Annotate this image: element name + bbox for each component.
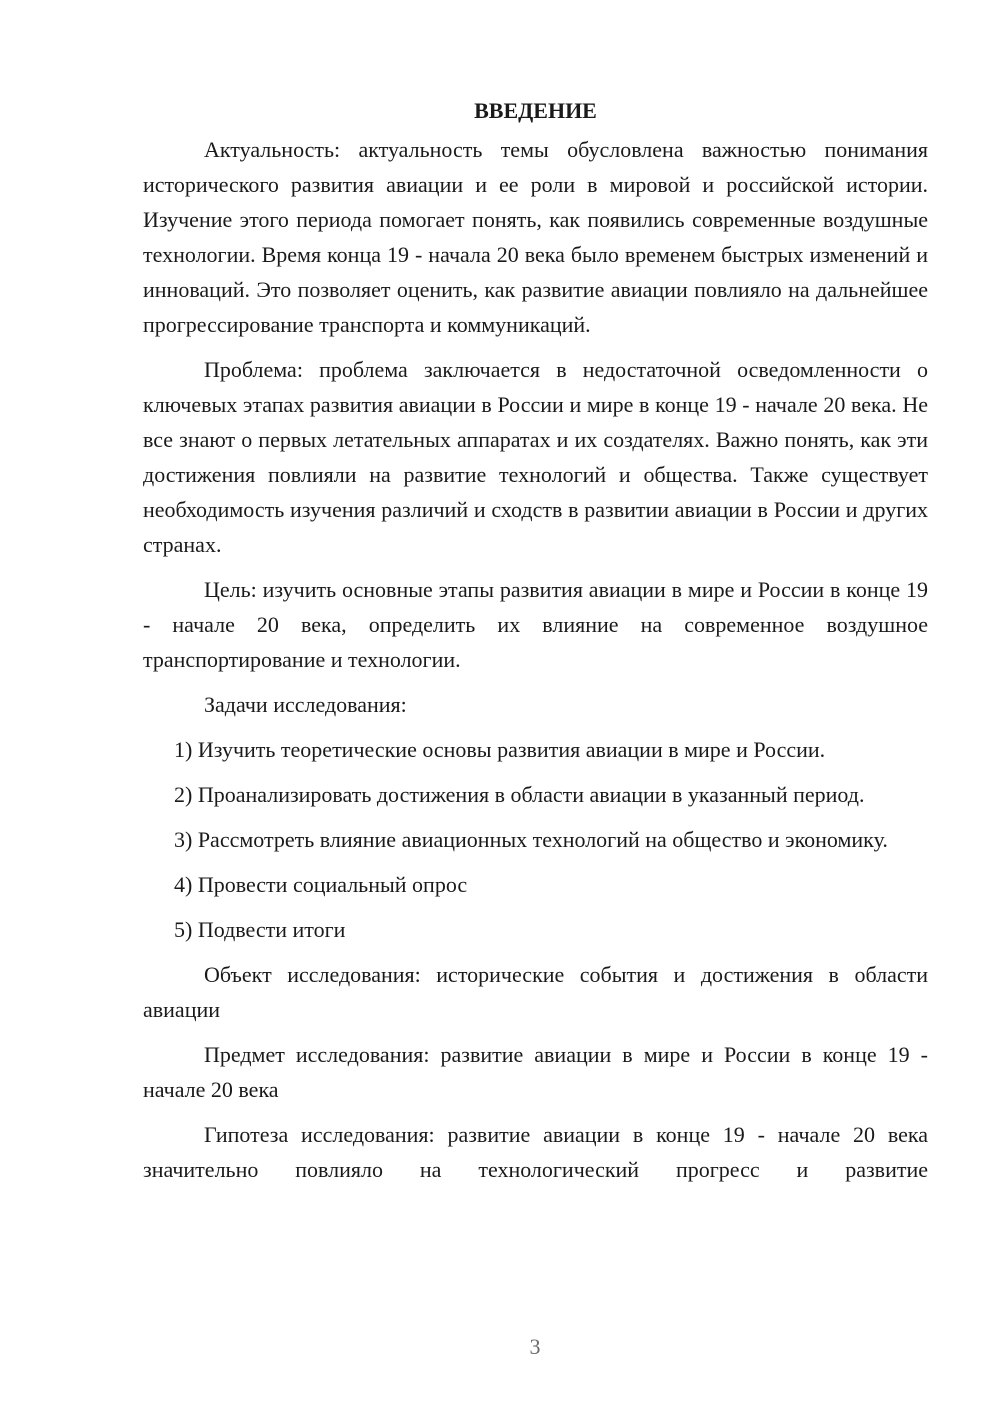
relevance-paragraph: Актуальность: актуальность темы обусловлена важностью понимания исторического развития авиации и ее роли в мировой и российской истории. Изучение этого периода помогает понять, как появились современные воздушные технологии. Время конца 19 - начала 20 века было временем быстрых изменений и инноваций. Это позволяет оценить, как развитие авиации повлияло на дальнейшее прогрессирование транспорта и коммуникаций. <box>143 137 928 337</box>
task-item-2: 2) Проанализировать достижения в области авиации в указанный период. <box>174 782 865 807</box>
task-item-4: 4) Провести социальный опрос <box>174 872 468 897</box>
object-paragraph: Объект исследования: исторические события и достижения в области авиации <box>143 962 928 1022</box>
hypothesis-paragraph: Гипотеза исследования: развитие авиации в конце 19 - начале 20 века значительно повлияло на технологический прогресс и развитие <box>143 1122 928 1182</box>
document-page <box>143 96 928 1187</box>
problem-paragraph: Проблема: проблема заключается в недостаточной осведомленности о ключевых этапах развития авиации в России и мире в конце 19 - начале 20 века. Не все знают о первых летательных аппаратах и их создателях. Важно понять, как эти достижения повлияли на развитие технологий и общества. Также существует необходимость изучения различий и сходств в развитии авиации в России и других странах. <box>143 357 928 557</box>
task-item-1: 1) Изучить теоретические основы развития авиации в мире и России. <box>174 737 826 762</box>
task-item-3: 3) Рассмотреть влияние авиационных технологий на общество и экономику. <box>174 827 888 852</box>
page-number: 3 <box>529 1334 541 1359</box>
tasks-heading: Задачи исследования: <box>204 692 407 717</box>
task-item-5: 5) Подвести итоги <box>174 917 346 942</box>
subject-paragraph: Предмет исследования: развитие авиации в мире и России в конце 19 - начале 20 века <box>143 1042 928 1102</box>
section-title: ВВЕДЕНИЕ <box>474 98 597 123</box>
goal-paragraph: Цель: изучить основные этапы развития авиации в мире и России в конце 19 - начале 20 века, определить их влияние на современное воздушное транспортирование и технологии. <box>143 577 928 672</box>
